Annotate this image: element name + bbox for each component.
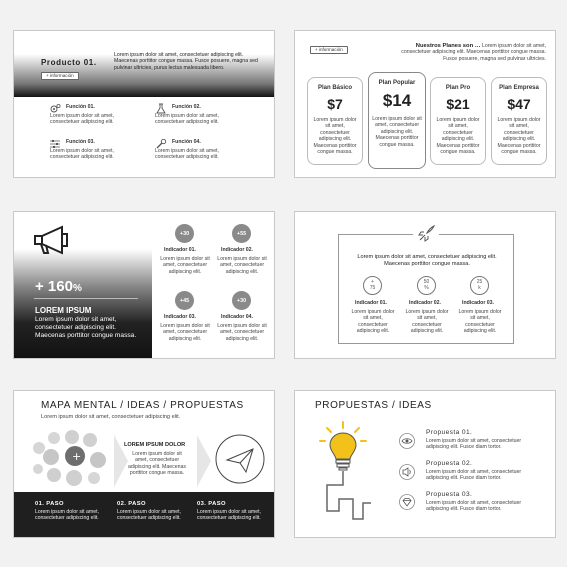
plan-text: Lorem ipsum dolor sit amet, consectetuer adipiscing elit. Maecenas porttitor congue massa. bbox=[497, 117, 541, 156]
slide-mapa-mental[interactable] bbox=[13, 390, 275, 538]
slide-planes[interactable] bbox=[294, 30, 556, 178]
stat-heading: LOREM IPSUM bbox=[35, 306, 92, 315]
indicator-circle bbox=[417, 276, 436, 295]
stat-unit: % bbox=[72, 283, 82, 294]
plan-card[interactable] bbox=[307, 77, 363, 165]
indicator-value: 50 bbox=[423, 279, 430, 285]
plan-name: Plan Pro bbox=[445, 85, 471, 91]
speaker-icon bbox=[399, 464, 415, 480]
function-title: Función 02. bbox=[172, 104, 201, 110]
product-intro: Lorem ipsum dolor sit amet, consectetuer adipiscing elit. Maecenas porttitor congue massa. Fusce posuere, magna sed pulvinar ultricies, purus lectus malesuada libero. bbox=[114, 52, 258, 71]
proposal-text: Lorem ipsum dolor sit amet, consectetuer adipiscing elit. Fusce diam tortor. bbox=[426, 438, 522, 451]
indicator-title: Indicador 04. bbox=[221, 314, 253, 320]
indicator-title: Indicador 02. bbox=[409, 300, 441, 306]
plan-text: Lorem ipsum dolor sit amet, consectetuer adipiscing elit. Maecenas porttitor congue massa. bbox=[372, 116, 422, 148]
indicator-text: Lorem ipsum dolor sit amet, consectetuer adipiscing elit. bbox=[405, 309, 449, 335]
plan-card-popular[interactable] bbox=[368, 72, 426, 169]
indicator-unit: k bbox=[478, 284, 481, 291]
slide-title: PROPUESTAS / IDEAS bbox=[315, 400, 432, 411]
indicator-title: Indicador 02. bbox=[221, 247, 253, 253]
divider bbox=[34, 298, 138, 299]
function-text: Lorem ipsum dolor sit amet, consectetuer adipiscing elit. bbox=[155, 113, 220, 126]
slide-producto[interactable] bbox=[13, 30, 275, 178]
indicator-circle: +30 bbox=[232, 291, 251, 310]
indicator-value: 25 bbox=[476, 279, 483, 285]
indicator-circle bbox=[363, 276, 382, 295]
plan-price: $21 bbox=[446, 96, 470, 112]
plans-heading: Nuestros Planes son … bbox=[415, 43, 481, 49]
plan-text: Lorem ipsum dolor sit amet, consectetuer adipiscing elit. Maecenas porttitor congue massa. bbox=[436, 117, 480, 156]
indicator-text: Lorem ipsum dolor sit amet, consectetuer adipiscing elit. bbox=[160, 323, 210, 342]
indicator-title: Indicador 03. bbox=[164, 314, 196, 320]
info-pill[interactable]: + información bbox=[41, 72, 79, 80]
indicator-text: Lorem ipsum dolor sit amet, consectetuer adipiscing elit. bbox=[217, 323, 267, 342]
step-text: Lorem ipsum dolor sit amet, consectetuer adipiscing elit. bbox=[117, 509, 182, 522]
indicator-circle: +45 bbox=[175, 291, 194, 310]
center-text: Lorem ipsum dolor sit amet, consectetuer adipiscing elit. Maecenas porttitor congue massa. bbox=[128, 451, 186, 477]
indicators-intro: Lorem ipsum dolor sit amet, consectetuer adipiscing elit. Maecenas porttitor congue massa. bbox=[357, 254, 497, 267]
rocket-icon bbox=[413, 224, 439, 244]
indicator-text: Lorem ipsum dolor sit amet, consectetuer adipiscing elit. bbox=[458, 309, 502, 335]
indicator-title: Indicador 03. bbox=[462, 300, 494, 306]
indicator-circle: +30 bbox=[175, 224, 194, 243]
plan-price: $7 bbox=[327, 96, 343, 112]
step-title: 03. PASO bbox=[197, 501, 226, 507]
indicator-circle: +55 bbox=[232, 224, 251, 243]
plan-name: Plan Básico bbox=[317, 85, 352, 91]
proposal-text: Lorem ipsum dolor sit amet, consectetuer adipiscing elit. Fusce diam tortor. bbox=[426, 469, 522, 482]
plan-name: Plan Popular bbox=[378, 80, 416, 86]
indicator-text: Lorem ipsum dolor sit amet, consectetuer adipiscing elit. bbox=[351, 309, 395, 335]
slide-indicadores[interactable] bbox=[294, 211, 556, 359]
proposal-title: Propuesta 01. bbox=[426, 429, 473, 436]
plan-price: $14 bbox=[382, 91, 412, 110]
indicator-text: Lorem ipsum dolor sit amet, consectetuer adipiscing elit. bbox=[160, 256, 210, 275]
eye-icon bbox=[399, 433, 415, 449]
plan-card[interactable] bbox=[491, 77, 547, 165]
center-heading: LOREM IPSUM DOLOR bbox=[124, 442, 186, 448]
indicator-circle bbox=[470, 276, 489, 295]
step-text: Lorem ipsum dolor sit amet, consectetuer adipiscing elit. bbox=[35, 509, 100, 522]
lightbulb-icon bbox=[313, 419, 373, 529]
chevron-shape bbox=[197, 435, 211, 487]
product-title: Producto 01. bbox=[41, 58, 97, 67]
step-title: 01. PASO bbox=[35, 501, 64, 507]
function-text: Lorem ipsum dolor sit amet, consectetuer adipiscing elit. bbox=[50, 148, 115, 161]
plans-intro-text: Lorem ipsum dolor sit amet, consectetuer adipiscing elit. Maecenas porttitor congue massa. Fusce posuere, magna sed pulvinar ultricies. bbox=[401, 43, 546, 62]
function-text: Lorem ipsum dolor sit amet, consectetuer adipiscing elit. bbox=[155, 148, 220, 161]
proposal-text: Lorem ipsum dolor sit amet, consectetuer adipiscing elit. Fusce diam tortor. bbox=[426, 500, 522, 513]
proposal-title: Propuesta 03. bbox=[426, 491, 473, 498]
info-pill[interactable]: + información bbox=[310, 46, 348, 54]
stat-text: Lorem ipsum dolor sit amet, consectetuer adipiscing elit. Maecenas porttitor congue massa. bbox=[35, 316, 137, 339]
indicator-text: Lorem ipsum dolor sit amet, consectetuer adipiscing elit. bbox=[217, 256, 267, 275]
step-title: 02. PASO bbox=[117, 501, 146, 507]
indicator-unit: % bbox=[424, 284, 429, 291]
indicator-title: Indicador 01. bbox=[355, 300, 387, 306]
slide-title: MAPA MENTAL / IDEAS / PROPUESTAS bbox=[41, 400, 244, 411]
megaphone-icon bbox=[32, 224, 74, 256]
slide-propuestas[interactable] bbox=[294, 390, 556, 538]
step-text: Lorem ipsum dolor sit amet, consectetuer adipiscing elit. bbox=[197, 509, 262, 522]
plans-intro bbox=[389, 43, 546, 62]
indicator-unit: 75 bbox=[369, 284, 376, 291]
indicator-title: Indicador 01. bbox=[164, 247, 196, 253]
diamond-icon bbox=[399, 494, 415, 510]
plan-name: Plan Empresa bbox=[499, 85, 539, 91]
slide-subtitle: Lorem ipsum dolor sit amet, consectetuer adipiscing elit. bbox=[41, 414, 181, 420]
plan-text: Lorem ipsum dolor sit amet, consectetuer adipiscing elit. Maecenas porttitor congue massa. bbox=[313, 117, 357, 156]
function-title: Función 01. bbox=[66, 104, 95, 110]
bubble-cluster bbox=[28, 427, 118, 489]
plan-card[interactable] bbox=[430, 77, 486, 165]
proposal-title: Propuesta 02. bbox=[426, 460, 473, 467]
stat-value bbox=[35, 278, 82, 295]
paper-plane-icon bbox=[214, 433, 266, 485]
slide-estadistica[interactable] bbox=[13, 211, 275, 359]
indicator-value: + bbox=[371, 279, 374, 285]
stat-number: + 160 bbox=[35, 278, 73, 295]
function-title: Función 03. bbox=[66, 139, 95, 145]
svg-text:+: + bbox=[72, 450, 82, 463]
function-title: Función 04. bbox=[172, 139, 201, 145]
plan-price: $47 bbox=[507, 96, 531, 112]
function-text: Lorem ipsum dolor sit amet, consectetuer adipiscing elit. bbox=[50, 113, 115, 126]
